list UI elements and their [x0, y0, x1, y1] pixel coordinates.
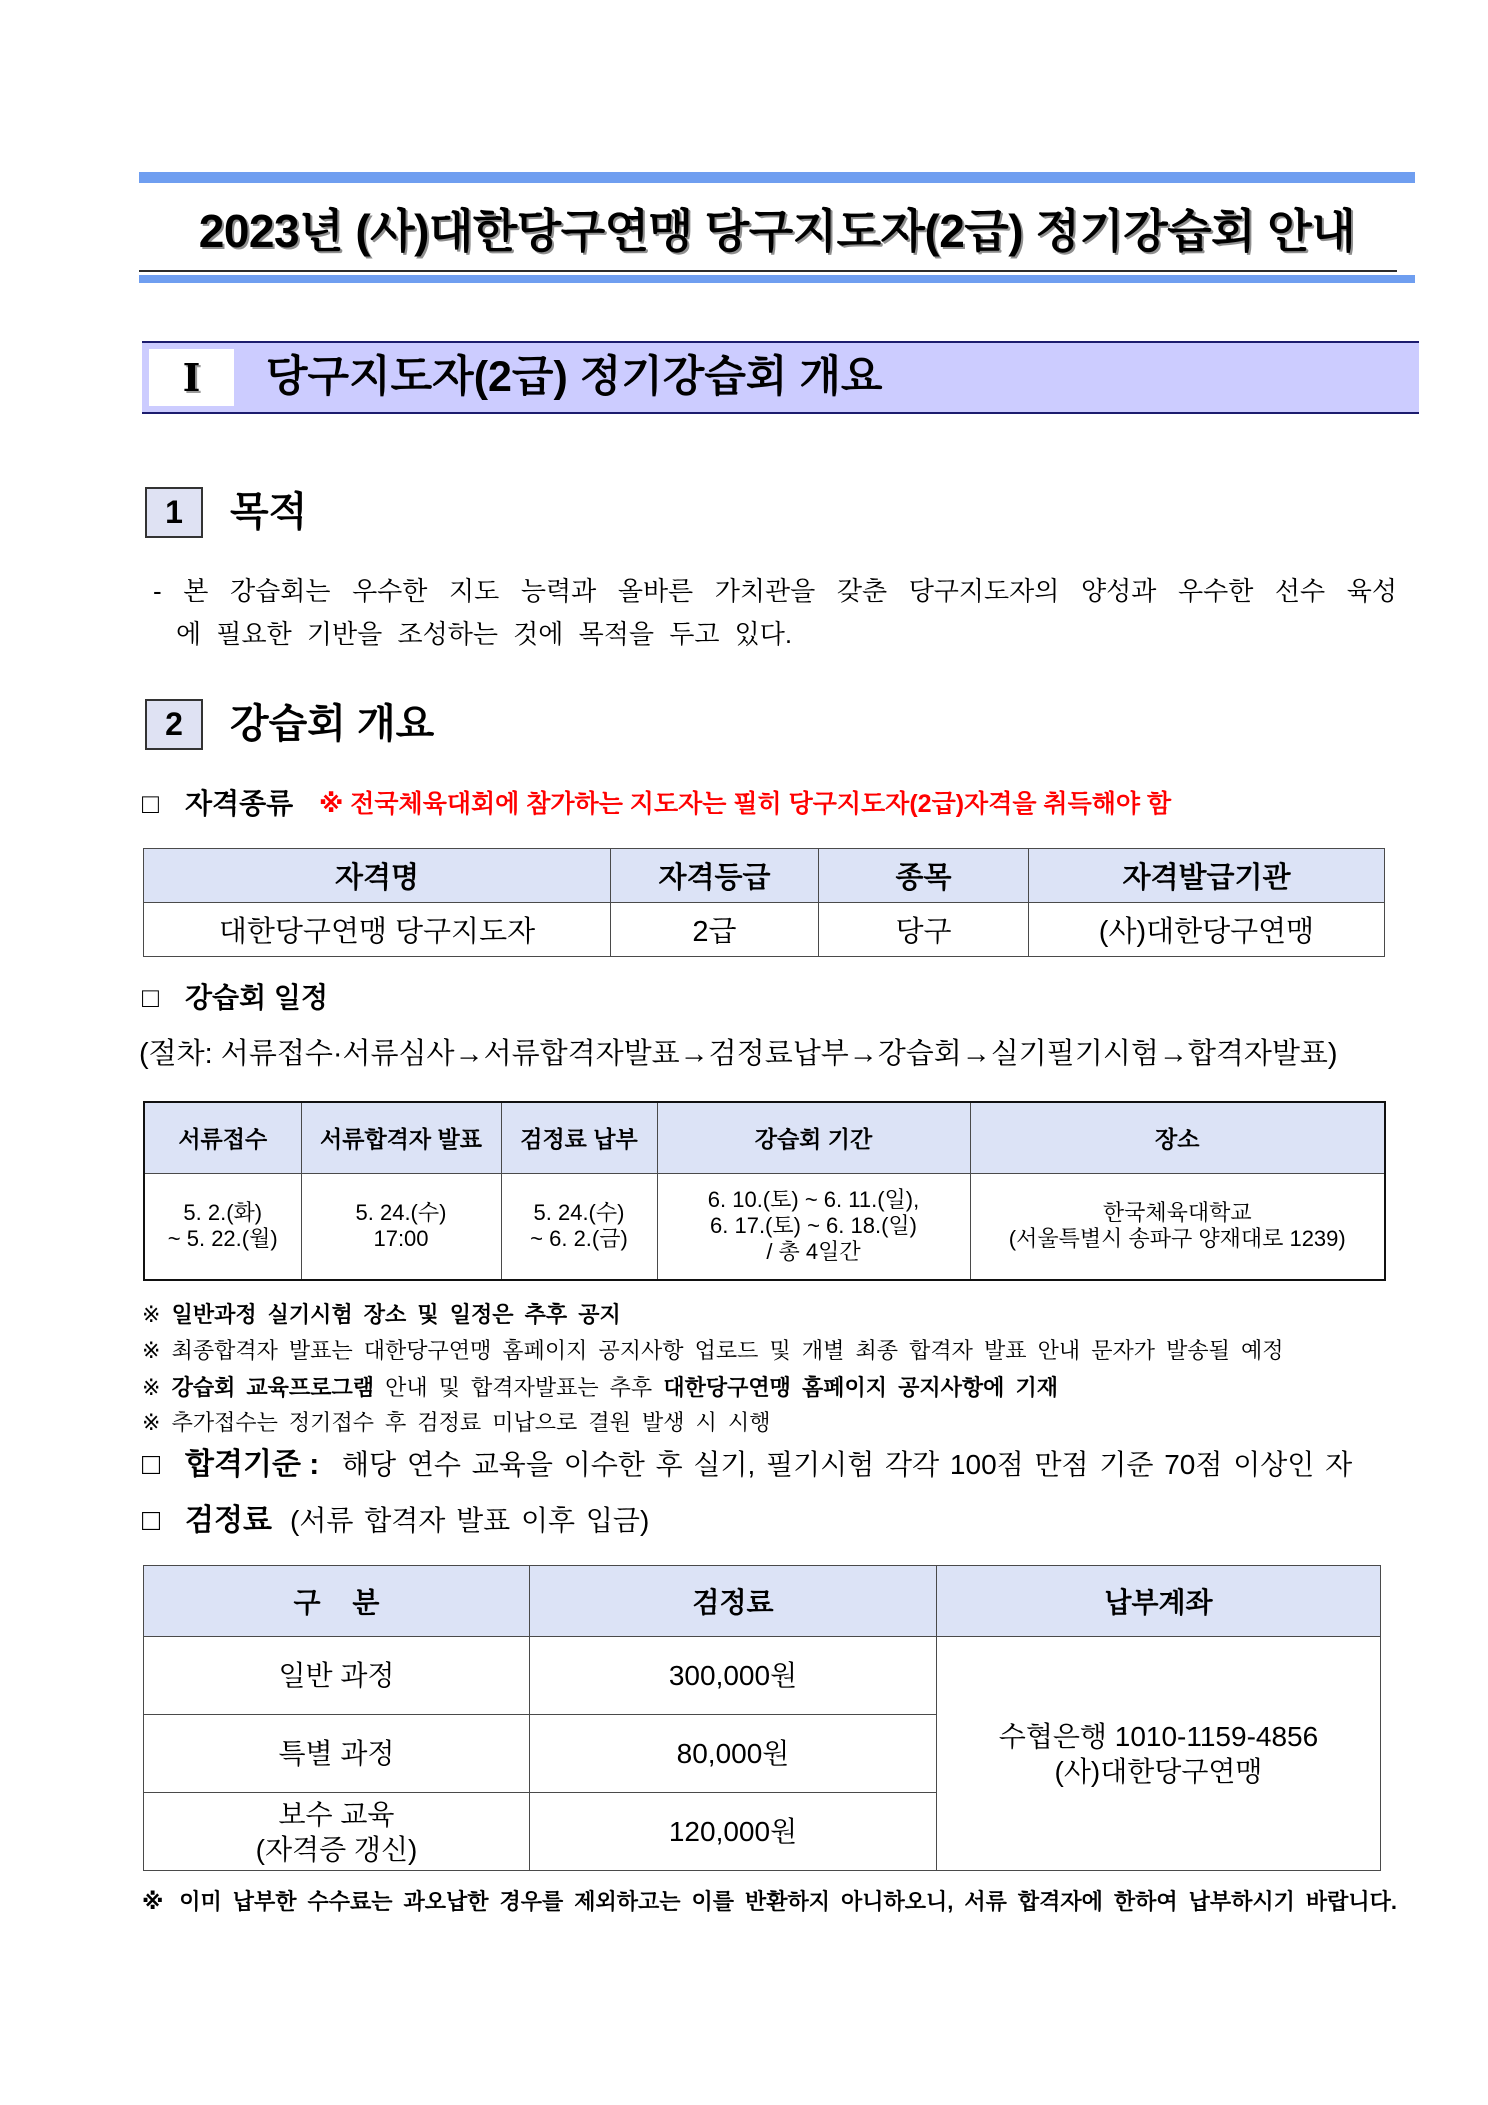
- cell-course-period: [657, 1173, 970, 1280]
- note-mark: ※: [142, 1375, 161, 1400]
- overview-number-badge: 2: [145, 699, 203, 750]
- account-bank-number: 수협은행 1010-1159-4856: [998, 1720, 1319, 1752]
- header-fee: 검정료: [530, 1566, 937, 1637]
- header-sport: 종목: [819, 849, 1029, 903]
- cell-qualification-grade: 2급: [611, 903, 819, 957]
- header-fee-payment: 검정료 납부: [501, 1102, 657, 1173]
- pass-criteria-text: 해당 연수 교육을 이수한 후 실기, 필기시험 각각 100점 만점 기준 70점 이상인 자: [342, 1449, 1353, 1480]
- table-header-row: [144, 1102, 1385, 1173]
- note-mark: ※: [142, 1302, 161, 1327]
- table-row: [144, 1173, 1385, 1280]
- table-header-row: [144, 849, 1385, 903]
- section-numeral: Ⅰ: [149, 349, 234, 406]
- header-qualification-name: 자격명: [144, 849, 611, 903]
- purpose-number-badge: 1: [145, 487, 203, 538]
- schedule-note-1: [142, 1297, 621, 1333]
- checkbox-marker: □: [142, 788, 159, 819]
- purpose-text-line-1: - 본 강습회는 우수한 지도 능력과 올바른 가치관을 갖춘 당구지도자의 양성과 우수한 선수 육성: [153, 576, 1397, 606]
- cell-fee-payment-dates: [501, 1173, 657, 1280]
- checkbox-marker: □: [142, 1448, 161, 1481]
- header-issuing-body: 자격발급기관: [1029, 849, 1385, 903]
- header-category: 구 분: [144, 1566, 530, 1637]
- title-bottom-bar: [139, 275, 1415, 283]
- header-venue: 장소: [970, 1102, 1385, 1173]
- table-header-row: [144, 1566, 1381, 1637]
- cell-category: [144, 1793, 530, 1871]
- schedule-note-4: [142, 1405, 771, 1441]
- note-text-bold: 강습회 교육프로그램: [171, 1375, 374, 1400]
- note-mark: ※: [142, 1410, 161, 1435]
- note-text-bold: 대한당구연맹 홈페이지 공지사항에 기재: [663, 1375, 1058, 1400]
- cell-venue: [970, 1173, 1385, 1280]
- cell-line: (서울특별시 송파구 양재대로 1239): [1008, 1226, 1346, 1252]
- cell-payment-account: [937, 1637, 1381, 1871]
- overview-heading: 강습회 개요: [230, 702, 435, 746]
- qualification-alert-note: ※ 전국체육대회에 참가하는 지도자는 필히 당구지도자(2급)자격을 취득해야 함: [319, 790, 1172, 818]
- cell-line: 6. 17.(토) ~ 6. 18.(일): [710, 1213, 917, 1239]
- header-qualification-grade: 자격등급: [611, 849, 819, 903]
- cell-line: / 총 4일간: [766, 1239, 861, 1265]
- qualification-table: [143, 848, 1385, 957]
- note-text: 추가접수는 정기접수 후 검정료 미납으로 결원 발생 시 시행: [171, 1410, 771, 1435]
- cell-fee: 300,000원: [530, 1637, 937, 1715]
- cell-line: 6. 10.(토) ~ 6. 11.(일),: [707, 1186, 920, 1212]
- table-row: [144, 1637, 1381, 1715]
- checkbox-marker: □: [142, 982, 159, 1013]
- header-course-period: 강습회 기간: [657, 1102, 970, 1173]
- schedule-label: 강습회 일정: [185, 982, 329, 1013]
- cell-line: 5. 24.(수): [355, 1199, 447, 1225]
- purpose-heading: 목적: [230, 490, 308, 534]
- cell-issuing-body: (사)대한당구연맹: [1029, 903, 1385, 957]
- cell-fee: 80,000원: [530, 1715, 937, 1793]
- cell-line: ~ 6. 2.(금): [530, 1226, 628, 1252]
- note-text: 안내 및 합격자발표는 추후: [385, 1375, 653, 1400]
- page-title: 2023년 (사)대한당구연맹 당구지도자(2급) 정기강습회 안내: [198, 205, 1356, 257]
- schedule-note-2: [142, 1333, 1283, 1369]
- cell-line: 한국체육대학교: [1102, 1199, 1252, 1225]
- fee-table: [143, 1565, 1381, 1871]
- refund-footnote: ※ 이미 납부한 수수료는 과오납한 경우를 제외하고는 이를 반환하지 아니하오니, 서류 합격자에 한하여 납부하시기 바랍니다.: [142, 1889, 1397, 1914]
- pass-criteria-label: 합격기준 :: [185, 1448, 320, 1481]
- cell-line: ~ 5. 22.(월): [167, 1226, 278, 1252]
- cell-category: 일반 과정: [144, 1637, 530, 1715]
- cell-line: 5. 2.(화): [183, 1199, 263, 1225]
- cell-fee: 120,000원: [530, 1793, 937, 1871]
- cell-line: 보수 교육: [278, 1798, 395, 1830]
- schedule-table: [143, 1101, 1386, 1281]
- cell-qualification-name: 대한당구연맹 당구지도자: [144, 903, 611, 957]
- title-underline: [139, 270, 1397, 272]
- fee-label: 검정료: [185, 1504, 272, 1537]
- cell-sport: 당구: [819, 903, 1029, 957]
- note-text: 최종합격자 발표는 대한당구연맹 홈페이지 공지사항 업로드 및 개별 최종 합격자 발표 안내 문자가 발송될 예정: [171, 1338, 1284, 1363]
- cell-line: (자격증 갱신): [255, 1833, 418, 1865]
- fee-note: (서류 합격자 발표 이후 입금): [290, 1505, 650, 1536]
- account-holder: (사)대한당구연맹: [1054, 1755, 1263, 1787]
- section-title: 당구지도자(2급) 정기강습회 개요: [266, 353, 883, 401]
- title-top-bar: [139, 172, 1415, 183]
- note-text: 일반과정 실기시험 장소 및 일정은 추후 공지: [171, 1302, 621, 1327]
- qualification-label: 자격종류: [185, 788, 294, 819]
- cell-document-results-date: [301, 1173, 501, 1280]
- purpose-text-line-2: 에 필요한 기반을 조성하는 것에 목적을 두고 있다.: [176, 619, 793, 649]
- schedule-procedure: (절차: 서류접수·서류심사→서류합격자발표→검정료납부→강습회→실기필기시험→합격자발표): [139, 1038, 1338, 1070]
- cell-line: 5. 24.(수): [533, 1199, 625, 1225]
- note-mark: ※: [142, 1338, 161, 1363]
- header-account: 납부계좌: [937, 1566, 1381, 1637]
- schedule-note-3: [142, 1370, 1058, 1406]
- checkbox-marker: □: [142, 1504, 161, 1537]
- cell-category: 특별 과정: [144, 1715, 530, 1793]
- table-row: [144, 903, 1385, 957]
- header-document-results: 서류합격자 발표: [301, 1102, 501, 1173]
- cell-line: 17:00: [373, 1226, 429, 1252]
- cell-application-dates: [144, 1173, 301, 1280]
- header-application: 서류접수: [144, 1102, 301, 1173]
